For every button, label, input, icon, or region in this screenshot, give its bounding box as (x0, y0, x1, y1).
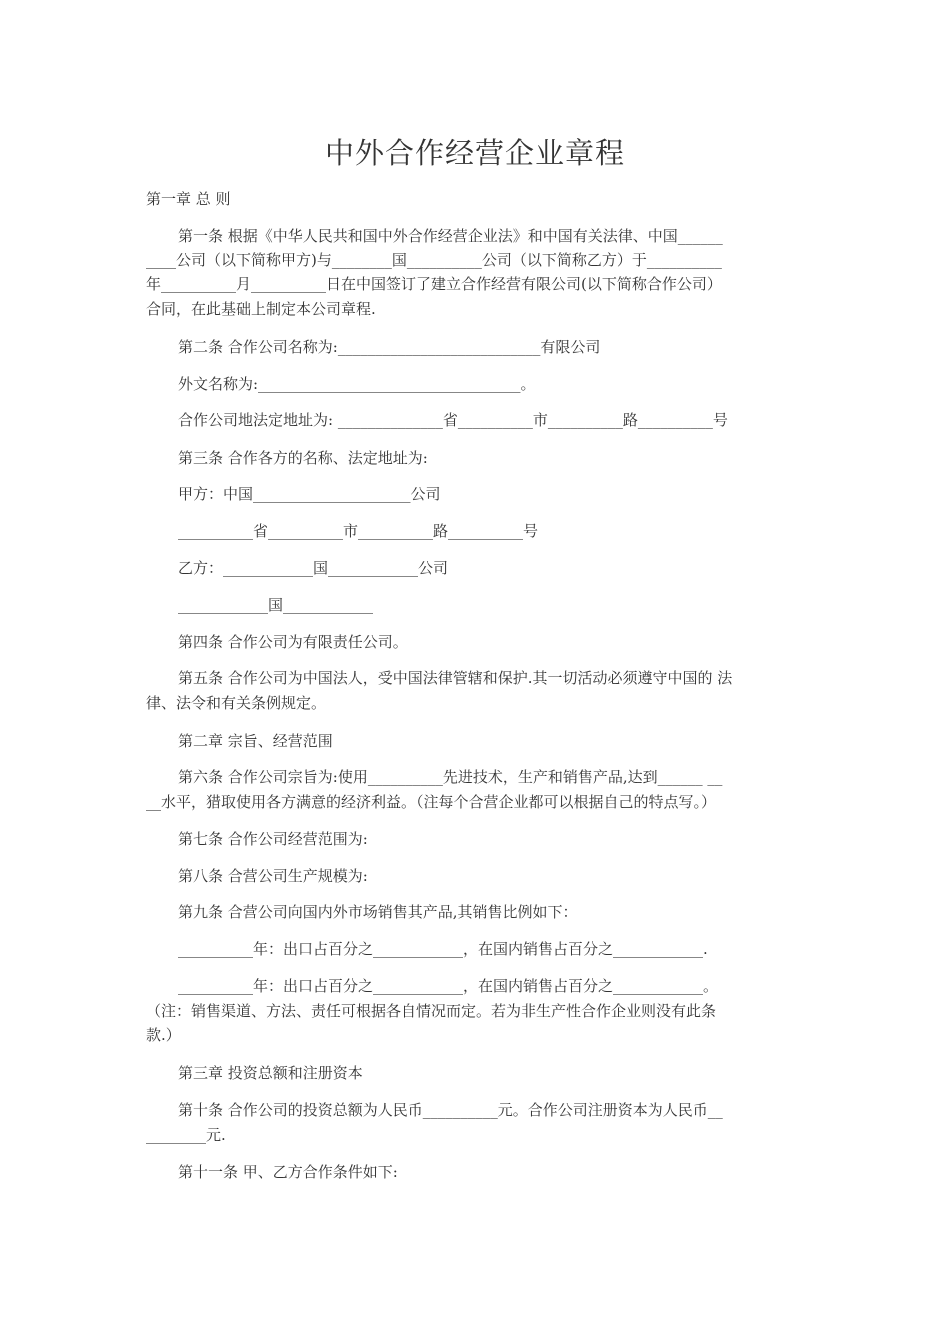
article-2-foreign-name: 外文名称为:___________________________________。 (178, 375, 536, 393)
article-10-line-2: ________元. (146, 1126, 226, 1144)
article-2-line-1: 第二条 合作公司名称为:___________________________有限公司 (178, 338, 601, 356)
document-title: 中外合作经营企业章程 (324, 136, 625, 170)
chapter-3-heading: 第三章 投资总额和注册资本 (178, 1064, 363, 1082)
article-9-note-line-1: （注：销售渠道、方法、责任可根据各自情况而定。若为非生产性合作企业则没有此条 (146, 1002, 717, 1020)
article-8: 第八条 合营公司生产规模为: (178, 867, 368, 885)
party-a-name: 甲方：中国_____________________公司 (178, 485, 441, 503)
party-a-address: __________省__________市__________路__________号 (178, 522, 539, 540)
article-6-line-2: __水平，猎取使用各方满意的经济利益。（注每个合营企业都可以根据自己的特点写。） (146, 793, 717, 811)
article-10-line-1: 第十条 合作公司的投资总额为人民币__________元。合作公司注册资本为人民币__ (178, 1101, 723, 1119)
party-b-address: ____________国____________ (178, 596, 374, 614)
party-b-name: 乙方：____________国____________公司 (178, 559, 449, 577)
article-5-line-1: 第五条 合作公司为中国法人，受中国法律管辖和保护.其一切活动必须遵守中国的 法 (178, 669, 733, 687)
chapter-2-heading: 第二章 宗旨、经营范围 (178, 732, 333, 750)
article-4: 第四条 合作公司为有限责任公司。 (178, 633, 408, 651)
article-9-ratio-2: __________年：出口占百分之____________，在国内销售占百分之____________。 (178, 977, 719, 995)
article-3-line-1: 第三条 合作各方的名称、法定地址为: (178, 449, 428, 467)
article-1-line-4: 合同，在此基础上制定本公司章程. (146, 300, 376, 318)
article-9-line-1: 第九条 合营公司向国内外市场销售其产品,其销售比例如下： (178, 903, 578, 921)
article-1-line-2: ____公司（以下简称甲方)与________国__________公司（以下简称乙方）于__________ (146, 251, 722, 269)
article-9-note-line-2: 款.） (146, 1026, 181, 1044)
article-2-address: 合作公司地法定地址为: ______________省__________市__________路__________号 (178, 411, 728, 429)
article-1-line-1: 第一条 根据《中华人民共和国中外合作经营企业法》和中国有关法律、中国______ (178, 227, 723, 245)
article-1-line-3: 年__________月__________日在中国签订了建立合作经营有限公司(以下简称合作公司） (146, 275, 722, 293)
article-9-ratio-1: __________年：出口占百分之____________，在国内销售占百分之____________. (178, 940, 708, 958)
chapter-1-heading: 第一章 总 则 (146, 190, 231, 208)
article-5-line-2: 律、法令和有关条例规定。 (146, 694, 327, 712)
article-6-line-1: 第六条 合作公司宗旨为:使用__________先进技术，生产和销售产品,达到______ __ (178, 768, 723, 786)
article-7: 第七条 合作公司经营范围为: (178, 830, 368, 848)
article-11: 第十一条 甲、乙方合作条件如下: (178, 1163, 398, 1181)
